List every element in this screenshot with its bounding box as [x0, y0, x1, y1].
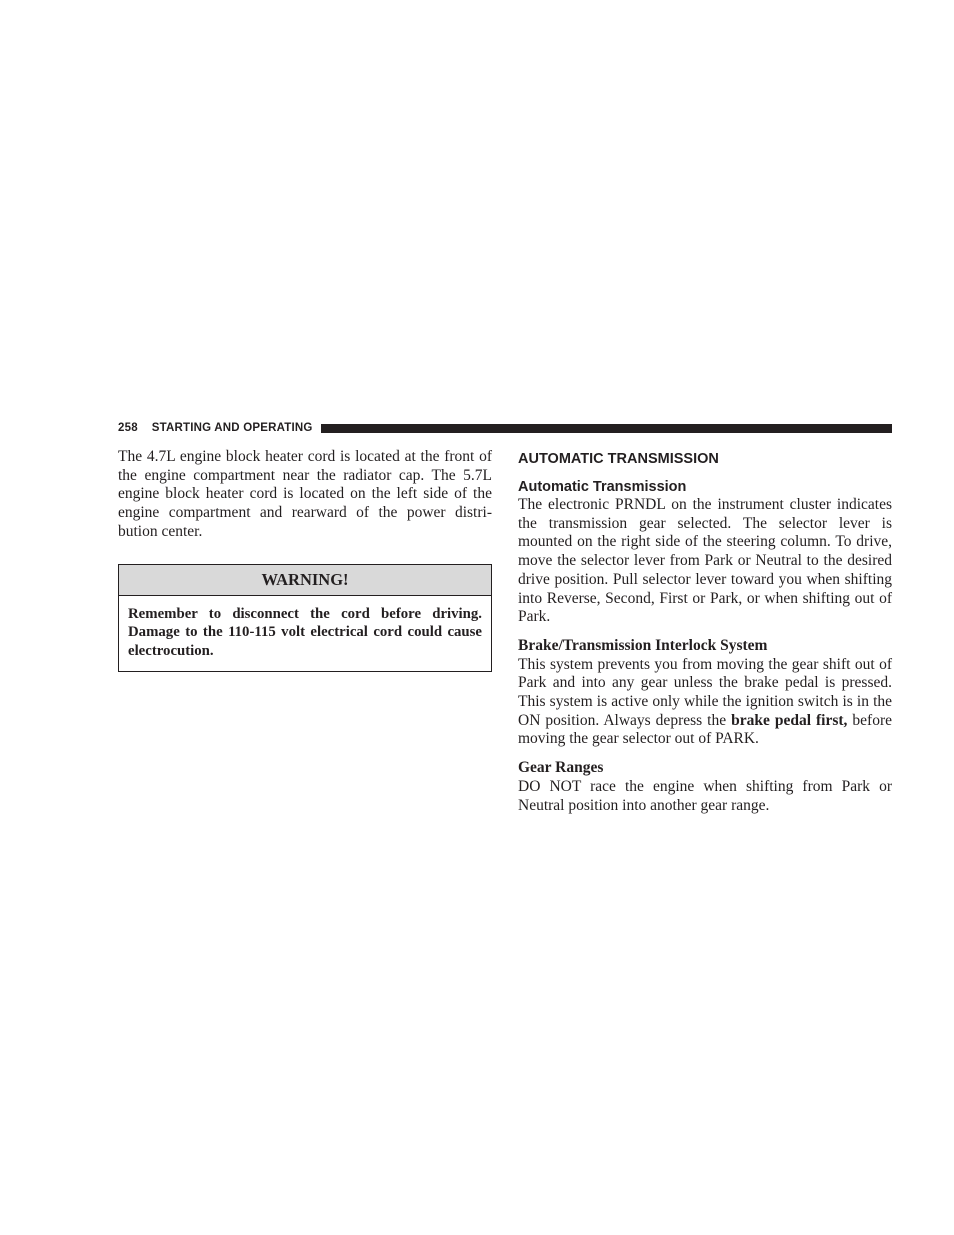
section-heading: AUTOMATIC TRANSMISSION [518, 451, 719, 467]
interlock-text-after: before moving the gear selector out of PARK. [518, 711, 892, 748]
gear-ranges-heading: Gear Ranges [518, 759, 604, 777]
interlock-heading: Brake/Transmission Interlock System [518, 636, 768, 654]
page-header [118, 419, 892, 437]
automatic-transmission-heading: Automatic Transmission [518, 479, 687, 495]
warning-text: Remember to disconnect the cord before driving. Damage to the 110-115 volt electrical cord could cause electrocution. [128, 605, 482, 659]
gear-ranges-paragraph: DO NOT race the engine when shifting from Park or Neutral position into another gear range. [518, 777, 892, 814]
block-heater-paragraph: The 4.7L engine block heater cord is located at the front of the engine compartment near the radiator cap. The 5.7L engine block heater cord is located on the left side of the engine compartment and rearward of the power distri-bution center. [118, 448, 492, 540]
warning-title: WARNING! [119, 565, 491, 596]
interlock-text-before: This system prevents you from moving the gear shift out of Park and into any gear unless the brake pedal is pressed. This system is active only while the ignition switch is in the ON position. Always depress the [518, 655, 892, 729]
left-column [118, 448, 492, 672]
page-number: 258 [118, 422, 138, 434]
warning-box [118, 564, 492, 672]
automatic-transmission-paragraph: The electronic PRNDL on the instrument cluster indicates the transmission gear selected. The selector lever is mounted on the right side of the steering column. To drive, move the selector lever from Park or Neutral to the desired drive position. Pull selector lever toward you when shifting into Reverse, Second, First or Park, or when shifting out of Park. [518, 496, 892, 626]
interlock-paragraph [518, 656, 892, 750]
running-section-title: STARTING AND OPERATING [151, 422, 313, 434]
right-column [518, 448, 892, 815]
header-rule [321, 424, 892, 433]
interlock-emphasis: brake pedal first, [731, 711, 848, 729]
